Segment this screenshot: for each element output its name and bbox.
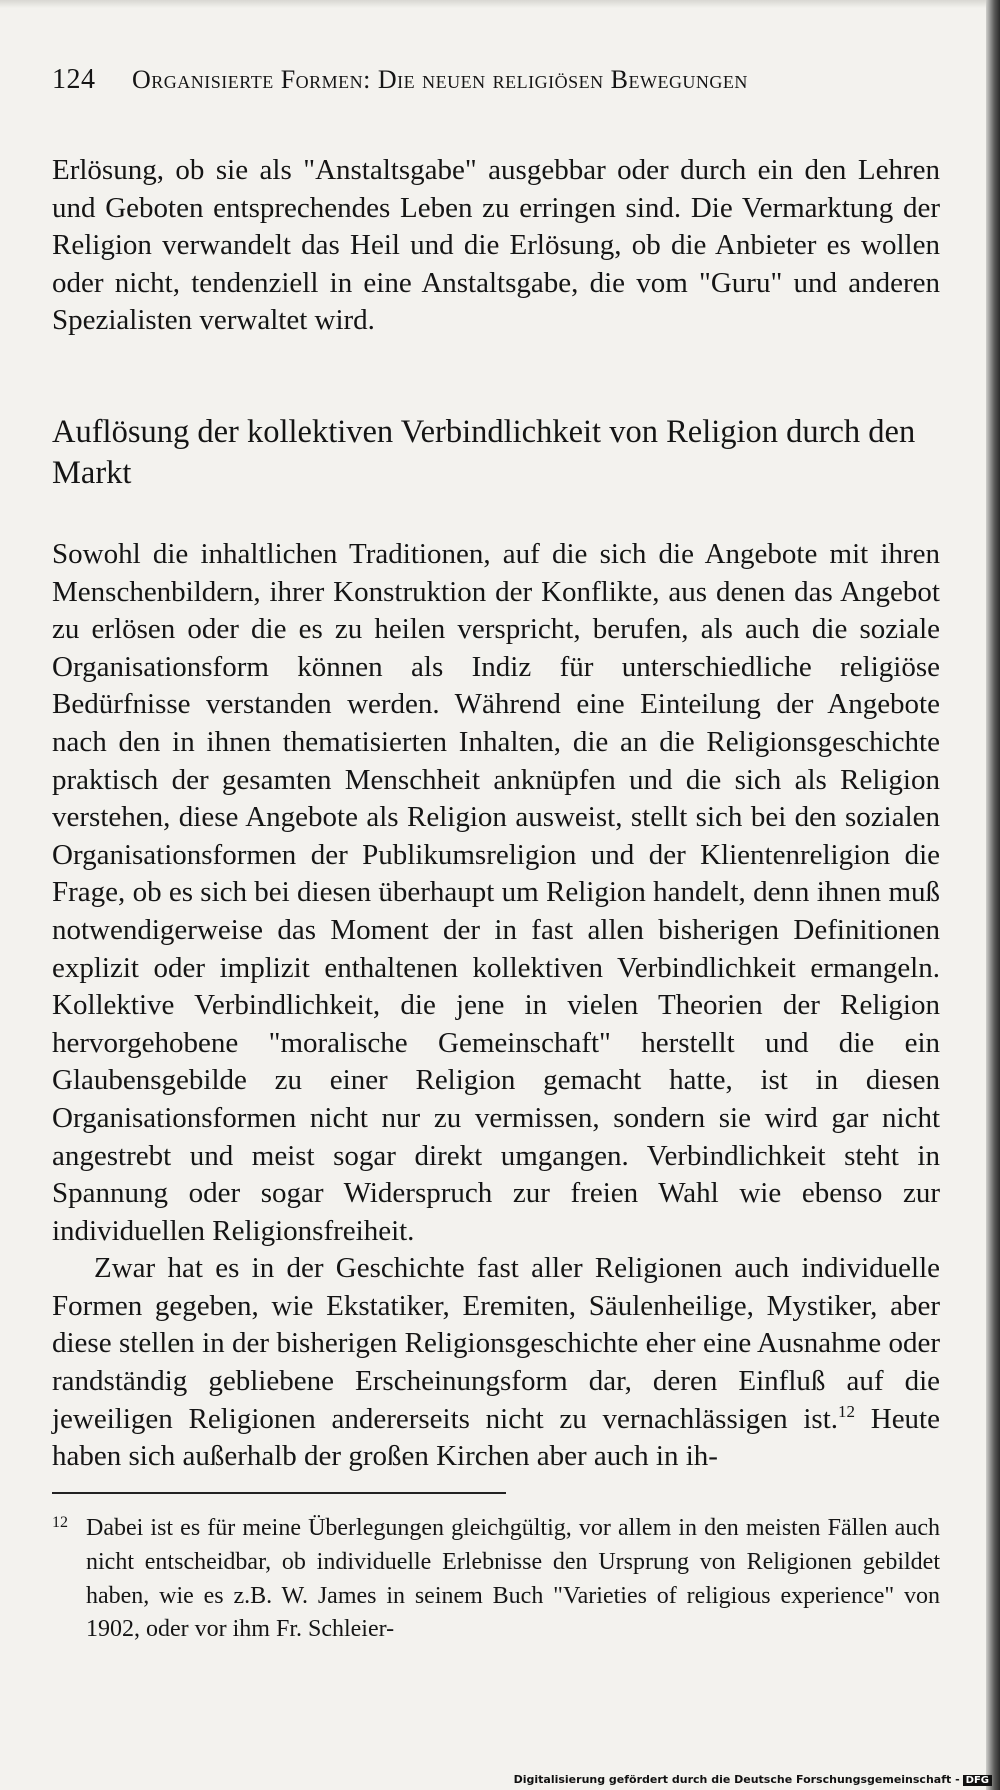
paragraph-2-text: Sowohl die inhaltlichen Traditionen, auf die sich die Angebote mit ihren Menschenbildern, ihrer Konstruktion der Konflikte, aus denen das Angebot zu erlösen oder die es zu heilen verspricht, berufen, als auch die soziale Organisationsform können als Indiz für unterschiedliche religiöse Bedürfnisse verstanden werden. Während eine Einteilung der Angebote nach den in ihnen thematisierten Inhalten, die an die Religionsgeschichte praktisch der gesamten Menschheit anknüpfen und die sich als Religion verstehen, diese Angebote als Religion ausweist, stellt sich bei den sozialen Organisationsformen der Publikumsreligion und der Klientenreligion die Frage, ob es sich bei diesen überhaupt um Religion handelt, denn ihnen muß notwendigerweise das Moment der in fast allen bisherigen Definitionen explizit oder implizit enthaltenen kollektiven Verbindlichkeit ermangeln. Kollektive Verbindlichkeit, die jene in vielen Theorien der Religion hervorgehobene "moralische Gemeinschaft" herstellt und die ein Glaubensgebilde zu einer Religion gemacht hatte, ist in diesen Organisationsformen nicht nur zu vermissen, sondern sie wird gar nicht angestrebt und meist sogar direkt umgangen. Verbindlichkeit steht in Spannung oder sogar Widerspruch zur freien Wahl wie ebenso zur individuellen Religionsfreiheit. <box>52 538 940 1247</box>
footnote-separator <box>52 1492 506 1494</box>
section-heading: Auflösung der kollektiven Verbindlichkeit von Religion durch den Markt <box>52 414 916 491</box>
footnote-text: Dabei ist es für meine Überlegungen gleichgültig, vor allem in den meisten Fällen auch nicht entscheidbar, ob individuelle Erlebnisse den Ursprung von Religionen gebildet haben, wie es z.B. W. James in seinem Buch "Varieties of religious experience" von 1902, oder vor ihm Fr. Schleier- <box>86 1515 940 1643</box>
credit-text: Digitalisierung gefördert durch die Deutsche Forschungsgemeinschaft - <box>513 1773 960 1786</box>
paragraph-1-text: Erlösung, ob sie als "Anstaltsgabe" ausgebbar oder durch ein den Lehren und Geboten entsprechendes Leben zu erringen sind. Die Vermarktung der Religion verwandelt das Heil und die Erlösung, ob die Anbieter es wollen oder nicht, tendenziell in eine Anstaltsgabe, die vom "Guru" und anderen Spezialisten verwaltet wird. <box>52 154 940 337</box>
dfg-logo: DFG <box>963 1775 992 1786</box>
running-header <box>52 64 952 96</box>
body-paragraph-1 <box>52 152 940 340</box>
footnote-12 <box>52 1512 940 1647</box>
scan-binding-shadow <box>986 0 1000 1790</box>
body-main-text <box>52 536 940 1476</box>
paragraph-3-text-b: Heute haben sich außerhalb der großen Kirchen aber auch in ih- <box>52 1402 940 1473</box>
running-title: Organisierte Formen: Die neuen religiösen Bewegungen <box>132 65 748 94</box>
footnote-reference[interactable]: 12 <box>838 1401 856 1421</box>
footnote-number: 12 <box>52 1514 68 1531</box>
paragraph-3-text-a: Zwar hat es in der Geschichte fast aller Religionen auch individuelle Formen gegeben, wie Ekstatiker, Eremiten, Säulenheilige, Mystiker, aber diese stellen in der bisherigen Religionsgeschichte eher eine Ausnahme oder randständig gebliebene Erscheinungsform dar, deren Einfluß auf die jeweiligen Religionen andererseits nicht zu vernachlässigen ist. <box>52 1252 940 1435</box>
page-number: 124 <box>52 64 96 95</box>
scan-top-edge <box>0 0 1000 8</box>
paragraph-3 <box>52 1250 940 1476</box>
digitization-credit <box>514 1773 992 1786</box>
